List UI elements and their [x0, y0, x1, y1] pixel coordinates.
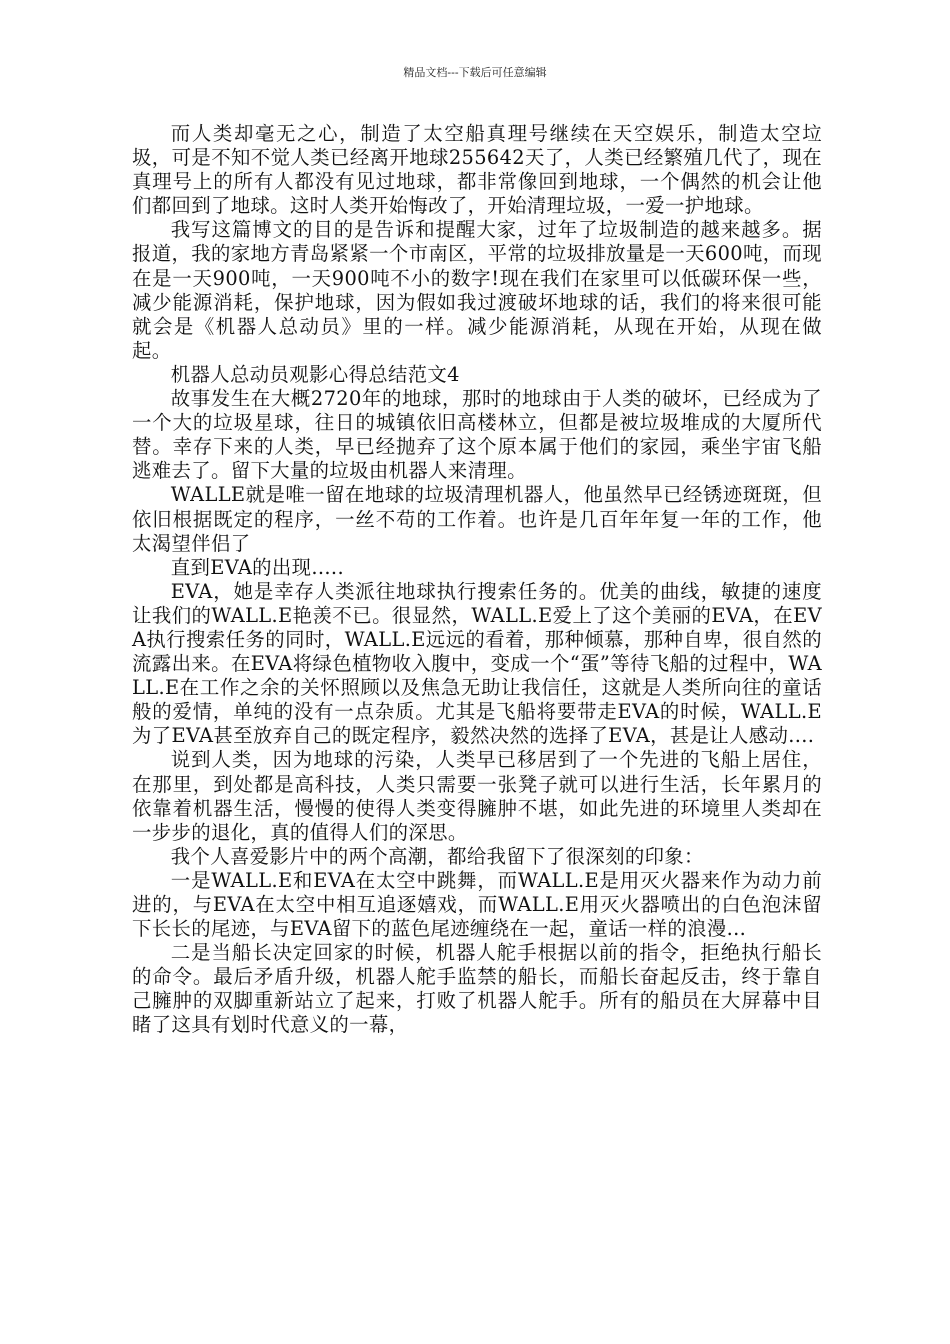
paragraph-1: 而人类却毫无之心，制造了太空船真理号继续在天空娱乐，制造太空垃圾，可是不知不觉人类已经离开地球255642天了，人类已经繁殖几代了，现在真理号上的所有人都没有见过地球，都非常像回到地球，一个偶然的机会让他们都回到了地球。这时人类开始悔改了，开始清理垃圾，一爱一护地球。 [132, 122, 822, 218]
paragraph-9: 一是WALL.E和EVA在太空中跳舞，而WALL.E是用灭火器来作为动力前进的，与EVA在太空中相互追逐嬉戏，而WALL.E用灭火器喷出的白色泡沫留下长长的尾迹，与EVA留下的蓝色尾迹缠绕在一起，童话一样的浪漫... [132, 868, 822, 941]
paragraph-8: 我个人喜爱影片中的两个高潮，都给我留下了很深刻的印象： [170, 844, 704, 868]
paragraph-2: 我写这篇博文的目的是告诉和提醒大家，过年了垃圾制造的越来越多。据报道，我的家地方青岛紧紧一个市南区，平常的垃圾排放量是一天600吨，而现在是一天900吨，一天900吨不小的数字!现在我们在家里可以低碳环保一些，减少能源消耗，保护地球，因为假如我过渡破坏地球的话，我们的将来很可能就会是《机器人总动员》里的一样。减少能源消耗，从现在开始，从现在做起。 [132, 218, 822, 362]
paragraph-3: 故事发生在大概2720年的地球，那时的地球由于人类的破坏，已经成为了一个大的垃圾星球，往日的城镇依旧高楼林立，但都是被垃圾堆成的大厦所代替。幸存下来的人类，早已经抛弃了这个原本属于他们的家园，乘坐宇宙飞船逃难去了。留下大量的垃圾由机器人来清理。 [132, 387, 822, 483]
paragraph-4: WALLE就是唯一留在地球的垃圾清理机器人，他虽然早已经锈迹斑斑，但依旧根据既定的程序，一丝不苟的工作着。也许是几百年年复一年的工作，他太渴望伴侣了 [132, 483, 822, 555]
page-header: 精品文档---下载后可任意编辑 [403, 66, 547, 79]
paragraph-6: EVA，她是幸存人类派往地球执行搜索任务的。优美的曲线，敏捷的速度让我们的WALL.E艳羡不已。很显然，WALL.E爱上了这个美丽的EVA，在EVA执行搜索任务的同时，WALL.E远远的看着，那种倾慕，那种自卑，很自然的流露出来。在EVA将绿色植物收入腹中，变成一个“蛋”等待飞船的过程中，WALL.E在工作之余的关怀照顾以及焦急无助让我信任，这就是人类所向往的童话般的爱情，单纯的没有一点杂质。尤其是飞船将要带走EVA的时候，WALL.E为了EVA甚至放弃自己的既定程序，毅然决然的选择了EVA，甚是让人感动.... [132, 579, 822, 748]
paragraph-5: 直到EVA的出现..... [170, 555, 344, 579]
document-body [132, 122, 822, 1038]
section-heading: 机器人总动员观影心得总结范文4 [170, 362, 460, 386]
paragraph-10: 二是当船长决定回家的时候，机器人舵手根据以前的指令，拒绝执行船长的命令。最后矛盾升级，机器人舵手监禁的船长，而船长奋起反击，终于靠自己臃肿的双脚重新站立了起来，打败了机器人舵手。所有的船员在大屏幕中目睹了这具有划时代意义的一幕， [132, 941, 822, 1037]
paragraph-7: 说到人类，因为地球的污染，人类早已移居到了一个先进的飞船上居住，在那里，到处都是高科技，人类只需要一张凳子就可以进行生活，长年累月的依靠着机器生活，慢慢的使得人类变得臃肿不堪，如此先进的环境里人类却在一步步的退化，真的值得人们的深思。 [132, 748, 822, 844]
